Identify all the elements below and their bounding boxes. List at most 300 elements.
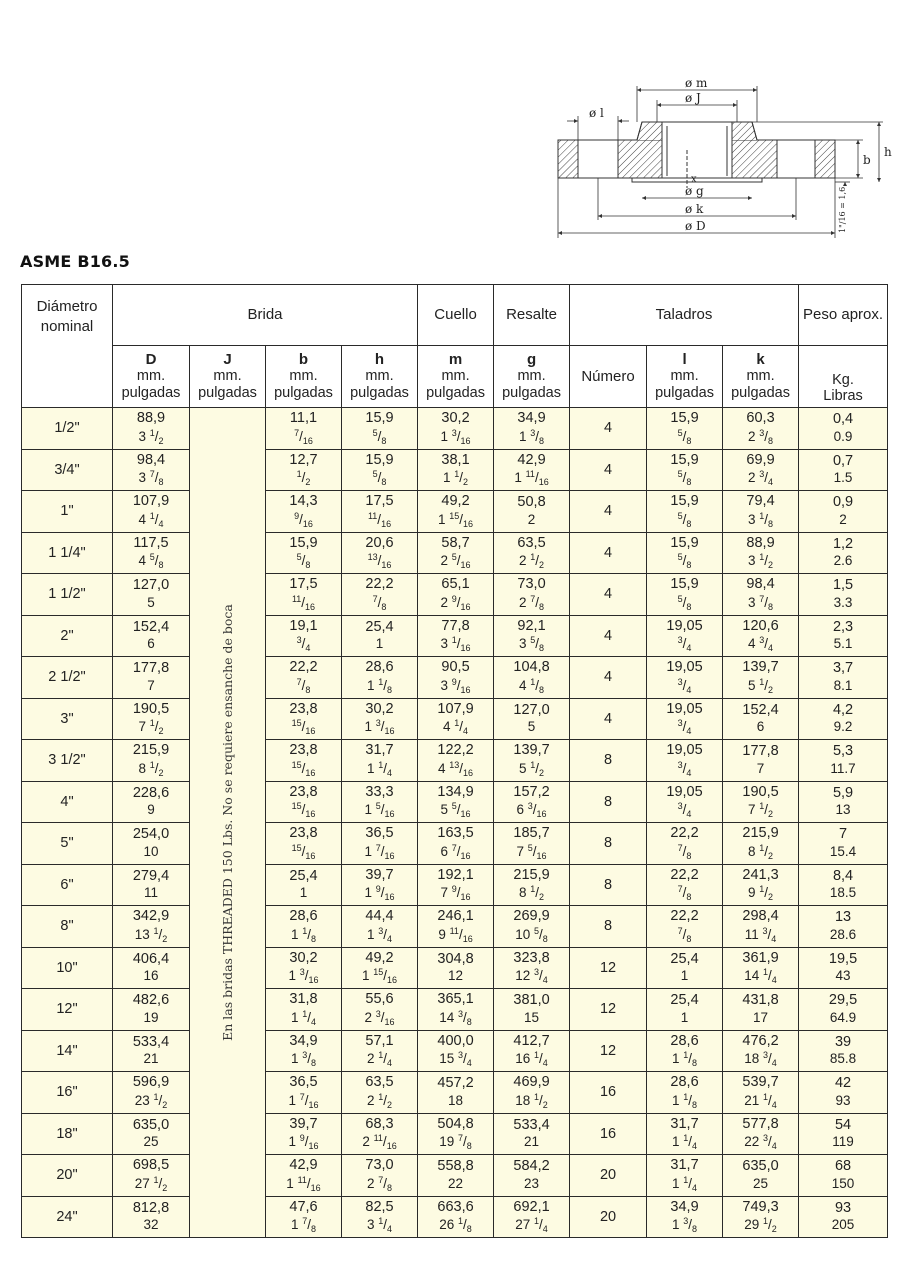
value-mm: 28,6 [365,659,394,676]
value-inches: 5 $^1/_2$ [748,676,774,695]
value-mm: 22,2 [365,576,394,593]
value-mm: 127,0 [132,577,170,594]
value-inches: 21 [524,1134,540,1150]
label-m: ø m [685,78,708,90]
cell-n: 16 [570,1113,647,1155]
table-row [22,740,888,782]
value-inches: 22 $^3/_4$ [744,1133,777,1152]
value-k [723,493,798,529]
cell-b [266,532,342,574]
cell-n: 16 [570,1072,647,1114]
value-g [494,1199,569,1235]
value-inches: 6 $^7/_{16}$ [440,842,471,861]
weight-kg: 3,7 [832,660,854,677]
value-m [418,1158,493,1192]
cell-w [799,698,888,740]
value-m [418,659,493,695]
value-h [342,659,417,695]
value-mm: 192,1 [437,866,474,883]
cell-w [799,491,888,533]
value-inches: $^{15}/_{16}$ [291,842,316,861]
cell-m [418,1196,494,1238]
value-b [266,950,341,986]
value-mm: 163,5 [437,825,474,842]
value-inches: 27 $^1/_4$ [515,1216,548,1235]
value-h [342,452,417,488]
cell-g [494,947,570,989]
cell-D [113,1155,190,1197]
value-mm: 157,2 [513,783,550,800]
value-mm: 596,9 [132,1074,170,1091]
value-inches: 2 $^7/_8$ [366,1174,393,1193]
flange-cross-section-diagram [545,78,895,243]
value-mm: 23,8 [289,742,318,759]
cell-n: 4 [570,615,647,657]
value-mm: 504,8 [437,1115,474,1132]
cell-m [418,615,494,657]
weight-kg: 2,3 [832,618,854,635]
value-mm: 342,9 [132,908,170,925]
value-mm: 365,1 [437,991,474,1008]
j-note-wrap [190,408,265,1237]
table-row [22,449,888,491]
weight-lb: 64.9 [829,1009,857,1025]
value-h [342,535,417,571]
value-mm: 749,3 [742,1198,779,1215]
cell-D [113,408,190,450]
value-mm: 63,5 [365,1074,394,1091]
value-inches: 8 $^1/_2$ [748,842,774,861]
value-g [494,742,569,778]
cell-g [494,1113,570,1155]
value-k [723,950,798,986]
value-mm: 25,4 [670,950,699,967]
weight-values [799,1075,887,1109]
value-inches: 1 $^5/_{16}$ [364,801,395,820]
value-inches: 7 $^5/_{16}$ [516,842,547,861]
value-mm: 14,3 [289,493,318,510]
cell-b [266,615,342,657]
cell-b [266,1113,342,1155]
cell-size: 2 1/2" [22,657,113,699]
standard-title: ASME B16.5 [20,252,130,271]
value-inches: 7 [147,677,155,693]
value-mm: 22,2 [670,908,699,925]
cell-w [799,449,888,491]
cell-w [799,740,888,782]
value-mm: 34,9 [289,1032,318,1049]
value-h [342,825,417,861]
cell-w [799,1155,888,1197]
cell-h [342,947,418,989]
value-mm: 698,5 [132,1157,170,1174]
label-b: b [863,153,871,167]
value-inches: 9 $^1/_2$ [748,884,774,903]
cell-size: 18" [22,1113,113,1155]
value-m [418,951,493,985]
cell-h [342,781,418,823]
value-inches: 2 $^5/_{16}$ [440,552,471,571]
value-inches: 3 $^7/_8$ [138,469,164,488]
cell-size: 6" [22,864,113,906]
value-inches: 3 $^9/_{16}$ [440,676,471,695]
cell-m [418,491,494,533]
value-inches: 6 $^3/_{16}$ [516,801,547,820]
cell-k [723,1196,799,1238]
cell-b [266,491,342,533]
value-mm: 584,2 [513,1158,550,1175]
cell-l [647,947,723,989]
value-m [418,493,493,529]
cell-w [799,781,888,823]
value-g [494,702,569,736]
table-body [22,408,888,1238]
value-k [723,908,798,944]
value-mm: 50,8 [517,494,546,511]
cell-D [113,781,190,823]
value-mm: 77,8 [441,617,470,634]
weight-values [799,619,887,653]
value-inches: 1 $^{11}/_{16}$ [286,1174,321,1193]
cell-D [113,1030,190,1072]
value-mm: 49,2 [441,493,470,510]
cell-b [266,740,342,782]
cell-l [647,449,723,491]
weight-lb: 3.3 [833,594,853,610]
cell-b [266,1196,342,1238]
cell-l [647,574,723,616]
cell-w [799,947,888,989]
header-k: k mm. pulgadas [723,346,799,408]
value-inches: 16 $^1/_4$ [515,1050,548,1069]
value-mm: 90,5 [441,659,470,676]
value-inches: 11 [143,885,158,901]
value-D [113,992,189,1026]
value-mm: 25,4 [670,992,699,1009]
weight-values [799,868,887,902]
value-D [113,410,189,446]
value-mm: 31,7 [670,1157,699,1174]
value-b [266,908,341,944]
value-mm: 246,1 [437,908,474,925]
value-l [647,1157,722,1193]
value-k [723,825,798,861]
cell-D [113,1072,190,1114]
value-mm: 28,6 [670,1032,699,1049]
value-mm: 107,9 [437,700,474,717]
value-b [266,784,341,820]
value-mm: 19,05 [666,783,703,800]
value-D [113,535,189,571]
value-mm: 44,4 [365,908,394,925]
value-k [723,576,798,612]
value-D [113,1074,189,1110]
value-l [647,535,722,571]
value-inches: 16 [143,968,159,984]
value-mm: 215,9 [132,742,170,759]
value-g [494,452,569,488]
value-b [266,1199,341,1235]
weight-kg: 8,4 [832,867,854,884]
value-mm: 65,1 [441,576,470,593]
value-mm: 28,6 [670,1074,699,1091]
value-h [342,410,417,446]
value-m [418,825,493,861]
value-g [494,410,569,446]
value-inches: 26 $^1/_8$ [439,1216,472,1235]
value-l [647,825,722,861]
value-mm: 22,2 [289,659,318,676]
value-b [266,410,341,446]
cell-D [113,740,190,782]
cell-size: 1" [22,491,113,533]
value-mm: 241,3 [742,866,779,883]
header-resalte: Resalte [494,285,570,346]
value-D [113,493,189,529]
weight-lb: 43 [835,968,851,984]
value-inches: 1 $^1/_4$ [366,759,393,778]
weight-lb: 2.6 [833,553,853,569]
value-inches: 8 $^1/_2$ [138,759,164,778]
weight-kg: 5,9 [832,784,854,801]
value-mm: 82,5 [365,1198,394,1215]
value-g [494,535,569,571]
value-mm: 23,8 [289,783,318,800]
value-mm: 107,9 [132,493,170,510]
cell-k [723,615,799,657]
value-g [494,950,569,986]
value-D [113,660,189,694]
cell-size: 12" [22,989,113,1031]
value-D [113,951,189,985]
weight-values [799,453,887,487]
cell-D [113,947,190,989]
value-inches: 1 [680,968,689,984]
value-inches: 6 [756,719,765,735]
cell-w [799,1196,888,1238]
cell-h [342,1030,418,1072]
cell-w [799,574,888,616]
value-h [342,1074,417,1110]
cell-m [418,408,494,450]
cell-k [723,574,799,616]
cell-n: 8 [570,781,647,823]
cell-b [266,947,342,989]
value-inches: 2 $^1/_4$ [366,1050,393,1069]
value-inches: $^7/_8$ [372,593,387,612]
value-mm: 457,2 [437,1075,474,1092]
table-row [22,574,888,616]
value-mm: 104,8 [513,659,550,676]
value-mm: 55,6 [365,991,394,1008]
value-inches: $^5/_8$ [296,552,311,571]
value-m [418,618,493,654]
value-mm: 577,8 [742,1115,779,1132]
value-mm: 152,4 [132,618,170,635]
table-row [22,947,888,989]
weight-kg: 13 [834,909,852,926]
value-b [266,868,341,902]
table-row [22,1030,888,1072]
cell-n: 4 [570,657,647,699]
cell-k [723,1155,799,1197]
value-inches: 1 $^1/_4$ [672,1174,698,1193]
j-note-text: En las bridas THREADED 150 Lbs. No se requiere ensanche de boca [220,604,235,1041]
cell-g [494,781,570,823]
value-mm: 476,2 [742,1032,779,1049]
cell-size: 1/2" [22,408,113,450]
cell-size: 4" [22,781,113,823]
value-l [647,1199,722,1235]
value-mm: 69,9 [746,451,775,468]
value-inches: 1 $^{15}/_{16}$ [361,967,398,986]
cell-k [723,781,799,823]
cell-h [342,740,418,782]
cell-b [266,864,342,906]
weight-kg: 19,5 [828,950,858,967]
value-mm: 22,2 [670,825,699,842]
cell-D [113,449,190,491]
cell-k [723,491,799,533]
value-l [647,410,722,446]
value-inches: $^5/_8$ [677,593,692,612]
cell-l [647,1072,723,1114]
value-mm: 304,8 [437,950,474,967]
cell-k [723,449,799,491]
value-mm: 361,9 [742,949,779,966]
value-inches: 9 $^{11}/_{16}$ [438,925,473,944]
cell-n: 20 [570,1155,647,1197]
value-l [647,867,722,903]
weight-lb: 11.7 [830,760,856,776]
cell-h [342,615,418,657]
cell-D [113,906,190,948]
cell-size: 2" [22,615,113,657]
cell-w [799,906,888,948]
value-inches: 15 $^3/_4$ [439,1050,472,1069]
value-mm: 49,2 [365,949,394,966]
cell-w [799,532,888,574]
cell-m [418,1113,494,1155]
header-diametro: Diámetro nominal [22,285,113,408]
value-mm: 19,1 [289,617,318,634]
value-inches: 2 $^3/_{16}$ [364,1008,395,1027]
value-inches: 3 $^7/_8$ [748,593,774,612]
value-g [494,1074,569,1110]
cell-l [647,615,723,657]
value-mm: 482,6 [132,992,170,1009]
value-mm: 412,7 [513,1032,550,1049]
value-k [723,535,798,571]
value-h [342,784,417,820]
cell-g [494,491,570,533]
cell-n: 8 [570,906,647,948]
value-mm: 98,4 [136,451,166,468]
value-inches: 4 $^1/_8$ [519,676,545,695]
value-g [494,784,569,820]
cell-k [723,989,799,1031]
weight-lb: 18.5 [829,885,857,901]
value-inches: 4 $^5/_8$ [138,552,164,571]
cell-b [266,1072,342,1114]
value-mm: 73,0 [517,576,546,593]
cell-D [113,491,190,533]
cell-h [342,408,418,450]
value-g [494,1033,569,1069]
cell-l [647,781,723,823]
cell-n: 12 [570,947,647,989]
value-inches: 1 $^3/_{16}$ [440,427,471,446]
weight-lb: 85.8 [829,1051,857,1067]
value-mm: 533,4 [132,1033,170,1050]
cell-b [266,989,342,1031]
value-inches: 21 [143,1051,159,1067]
value-l [647,1033,722,1069]
weight-values [799,743,887,777]
value-D [113,742,189,778]
value-inches: 5 $^1/_2$ [519,759,545,778]
cell-h [342,989,418,1031]
cell-m [418,532,494,574]
value-inches: 1 $^1/_8$ [672,1091,698,1110]
value-mm: 15,9 [670,493,699,510]
cell-m [418,989,494,1031]
value-mm: 42,9 [517,451,546,468]
value-mm: 28,6 [289,908,318,925]
weight-lb: 5.1 [833,636,853,652]
header-m: m mm. pulgadas [418,346,494,408]
table-row [22,532,888,574]
value-b [266,701,341,737]
value-inches: 1 $^7/_{16}$ [364,842,395,861]
weight-kg: 7 [838,826,848,843]
label-k: ø k [685,202,704,216]
value-h [342,950,417,986]
cell-size: 5" [22,823,113,865]
value-inches: 25 [143,1134,159,1150]
value-g [494,659,569,695]
value-inches: 1 [375,636,384,652]
cell-size: 8" [22,906,113,948]
header-peso: Peso aprox. [799,285,888,346]
value-h [342,619,417,653]
cell-b [266,657,342,699]
cell-g [494,906,570,948]
weight-lb: 93 [835,1092,851,1108]
value-inches: 7 $^9/_{16}$ [440,884,471,903]
value-m [418,452,493,488]
header-brida: Brida [113,285,418,346]
value-g [494,618,569,654]
value-inches: 15 [524,1009,540,1025]
value-m [418,1033,493,1069]
value-l [647,576,722,612]
value-m [418,1199,493,1235]
value-inches: 10 [143,843,159,859]
value-k [723,1199,798,1235]
cell-size: 16" [22,1072,113,1114]
label-D: ø D [685,219,706,233]
value-mm: 15,9 [365,410,394,427]
value-mm: 34,9 [670,1198,699,1215]
value-D [113,908,189,944]
value-mm: 15,9 [670,576,699,593]
value-mm: 406,4 [132,950,170,967]
value-inches: 8 $^1/_2$ [519,884,545,903]
value-mm: 15,9 [289,534,318,551]
weight-values [799,951,887,985]
cell-l [647,1113,723,1155]
